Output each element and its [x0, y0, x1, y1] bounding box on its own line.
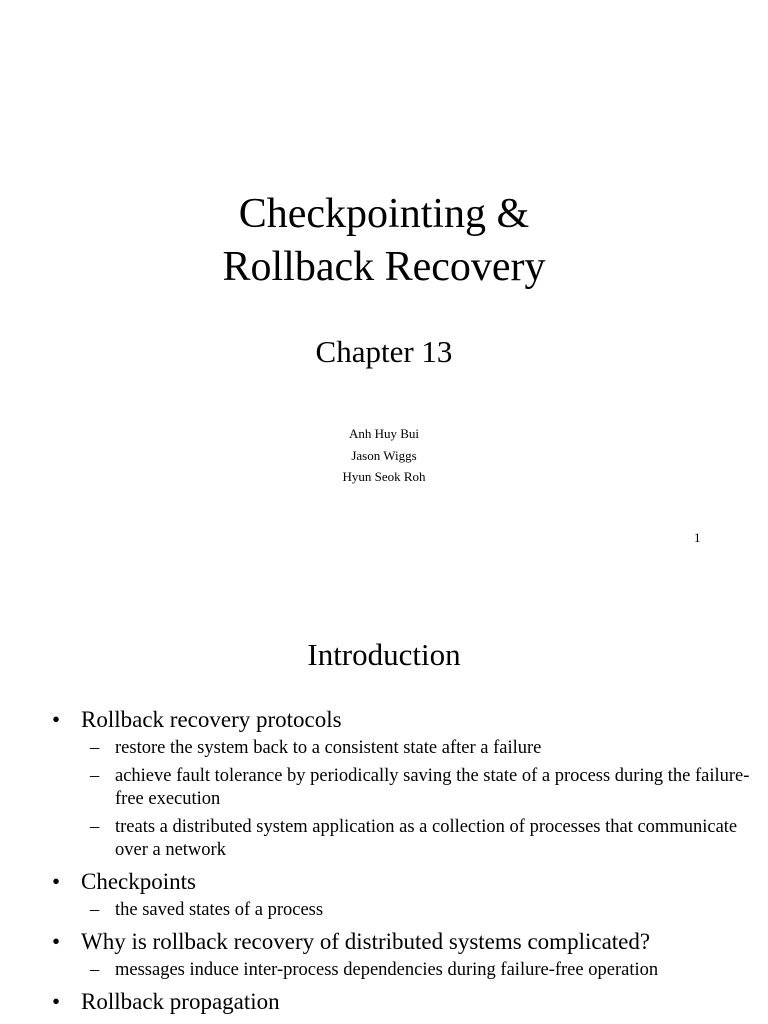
title-line-1: Checkpointing &: [238, 191, 530, 237]
slide-introduction: [0, 576, 768, 1024]
dash-icon: –: [90, 738, 100, 758]
bullet-item: [0, 705, 768, 862]
sub-bullet-item: [0, 959, 768, 982]
bullet-text: Rollback propagation: [81, 989, 280, 1014]
sub-bullet-text: achieve fault tolerance by periodically saving the state of a process during the failure-free execution: [115, 766, 750, 809]
sub-bullet-item: [0, 737, 768, 760]
bullet-icon: •: [52, 707, 61, 732]
page-number: 1: [694, 530, 701, 545]
bullet-text: Rollback recovery protocols: [81, 707, 342, 732]
bullet-text: Checkpoints: [81, 869, 196, 894]
sub-bullet-text: treats a distributed system application as a collection of processes that communicate over a network: [115, 817, 738, 860]
sub-bullet-item: [0, 816, 768, 862]
dash-icon: –: [90, 960, 100, 980]
author-name: Anh Huy Bui: [348, 426, 420, 441]
bullet-icon: •: [52, 929, 61, 954]
bullet-icon: •: [52, 869, 61, 894]
bullet-list: [0, 705, 768, 1017]
slide-title: [0, 188, 768, 294]
sub-bullet-list: [81, 737, 768, 862]
dash-icon: –: [90, 900, 100, 920]
bullet-icon: •: [52, 989, 61, 1014]
sub-bullet-item: [0, 899, 768, 922]
author-name: Jason Wiggs: [351, 447, 417, 463]
author-list: [0, 423, 768, 488]
title-line-2: Rollback Recovery: [222, 244, 546, 290]
dash-icon: –: [90, 817, 100, 837]
dash-icon: –: [90, 766, 100, 786]
author-name: Hyun Seok Roh: [342, 469, 426, 484]
sub-bullet-text: the saved states of a process: [115, 900, 324, 920]
bullet-item: [0, 867, 768, 922]
sub-bullet-list: [81, 899, 768, 922]
sub-bullet-list: [81, 959, 768, 982]
chapter-label: Chapter 13: [315, 334, 453, 369]
bullet-item: [0, 927, 768, 982]
sub-bullet-item: [0, 765, 768, 811]
sub-bullet-text: messages induce inter-process dependencies during failure-free operation: [115, 960, 659, 980]
introduction-title: Introduction: [307, 637, 461, 672]
bullet-text: Why is rollback recovery of distributed systems complicated?: [81, 929, 651, 954]
sub-bullet-text: restore the system back to a consistent state after a failure: [115, 738, 542, 758]
bullet-item: [0, 987, 768, 1017]
